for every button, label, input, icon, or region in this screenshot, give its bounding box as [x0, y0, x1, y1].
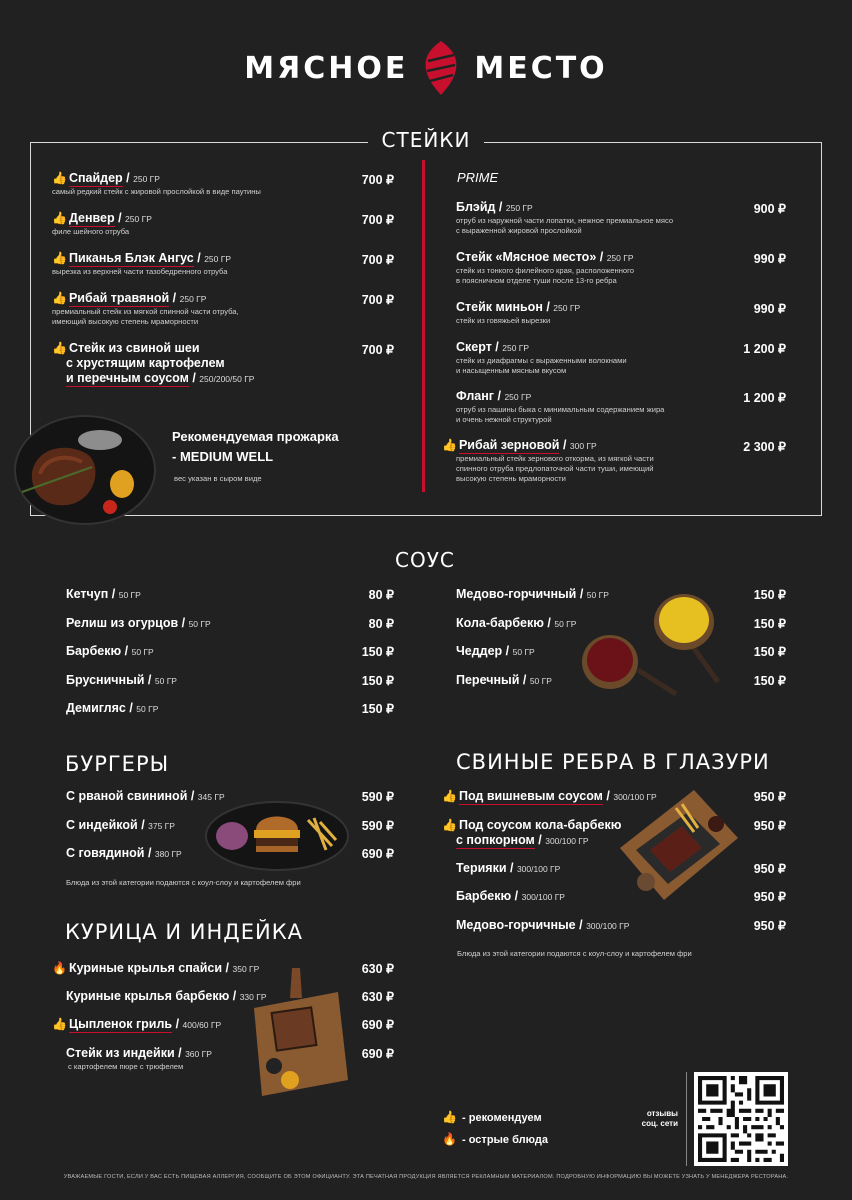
item-weight: 380 ГР — [154, 849, 182, 859]
item-desc: отруб из наружной части лопатки, нежное премиальное мясо — [456, 216, 674, 225]
sauce-item: Барбекю / 50 ГР 150 ₽ — [66, 644, 394, 659]
item-desc: вырезка из верхней части тазобедренного отруба — [52, 267, 228, 276]
item-desc: высокую степень мраморности — [456, 474, 566, 483]
item-desc: в поясничном отделе туши после 13-го ребра — [456, 276, 617, 285]
item-price: 2 300 ₽ — [743, 440, 786, 454]
chicken-board-image — [240, 962, 352, 1102]
item-price: 700 ₽ — [361, 213, 394, 227]
brand-logo — [0, 38, 852, 98]
sauce-item: Демигляс / 50 ГР 150 ₽ — [66, 701, 394, 716]
ribs-board-image — [616, 788, 740, 906]
thumbs-up-icon: 👍 — [52, 171, 67, 185]
item-name: С индейкой — [66, 818, 138, 832]
spicy-flame-icon: 🔥 — [52, 961, 67, 975]
item-desc: с выраженной жировой прослойкой — [456, 226, 582, 235]
sauces-title: СОУС — [395, 548, 455, 572]
item-name: Брусничный — [66, 673, 145, 687]
item-price: 700 ₽ — [361, 293, 394, 307]
item-weight: 50 ГР — [118, 590, 141, 600]
item-weight: 250 ГР — [505, 203, 533, 213]
item-weight: 50 ГР — [131, 647, 154, 657]
item-name: Куриные крылья барбекю — [66, 989, 230, 1003]
item-price: 700 ₽ — [361, 173, 394, 187]
item-weight: 50 ГР — [188, 619, 211, 629]
item-price: 630 ₽ — [361, 962, 394, 976]
item-weight: 360 ГР — [185, 1049, 212, 1059]
menu-item: 👍 Под вишневым соусом / 300/100 ГР 950 ₽ — [442, 789, 786, 804]
legend-recommend-label: - рекомендуем — [462, 1112, 542, 1124]
item-price: 950 ₽ — [753, 790, 786, 804]
item-price: 150 ₽ — [361, 645, 394, 659]
item-weight: 250 ГР — [179, 294, 207, 304]
item-weight: 250 ГР — [204, 254, 232, 264]
thumbs-up-icon: 👍 — [442, 438, 457, 452]
item-weight: 50 ГР — [586, 590, 609, 600]
qr-code-icon — [698, 1076, 784, 1162]
divider-line — [422, 160, 425, 492]
reviews-line1: отзывы — [646, 1109, 678, 1118]
item-name: Рибай зерновой — [458, 438, 560, 452]
menu-item: 👍 Денвер / 250 ГР филе шейного отруба 700 ₽ — [52, 211, 394, 236]
item-name: Скерт — [456, 340, 492, 354]
item-name: Стейк из свиной шеи — [68, 341, 200, 355]
menu-item: Стейк «Мясное место» / 250 ГР стейк из тонкого филейного края, расположенного в поясничном отделе туши после 13-го ребра 990 ₽ — [456, 250, 786, 285]
sauce-item: Кетчуп / 50 ГР 80 ₽ — [66, 587, 394, 602]
item-desc: отруб из пашины быка с минимальным содержанием жира — [456, 405, 665, 414]
item-weight: 250 ГР — [133, 174, 160, 184]
spicy-flame-icon: 🔥 — [442, 1132, 457, 1146]
item-weight: 50 ГР — [512, 647, 535, 657]
item-weight: 300/100 ГР — [613, 792, 657, 802]
item-price: 950 ₽ — [753, 819, 786, 833]
sauce-item: Медово-горчичный / 50 ГР 150 ₽ — [456, 587, 786, 602]
item-desc: и насыщенным мясным вкусом — [456, 366, 567, 375]
item-desc: филе шейного отруба — [52, 227, 130, 236]
disclaimer: УВАЖАЕМЫЕ ГОСТИ, ЕСЛИ У ВАС ЕСТЬ ПИЩЕВАЯ АЛЛЕРГИЯ, СООБЩИТЕ ОБ ЭТОМ ОФИЦИАНТУ. ЭТА ПЕЧАТНАЯ ПРОДУКЦИЯ ЯВЛЯЕТСЯ РЕКЛАМНЫМ МАТЕРИАЛОМ. ПОДРОБНУЮ ИНФОРМАЦИЮ ВЫ МОЖЕТЕ УЗНАТЬ У МЕНЕДЖЕРА РЕСТОРАНА. — [63, 1174, 789, 1180]
item-desc: и очень нежной структурой — [456, 415, 552, 424]
item-weight: 300/100 ГР — [516, 864, 561, 874]
item-weight: 50 ГР — [154, 676, 177, 686]
item-price: 590 ₽ — [361, 819, 394, 833]
item-name: С говядиной — [66, 846, 145, 860]
item-name: Стейк из индейки — [66, 1046, 175, 1060]
qr-code[interactable] — [694, 1072, 788, 1166]
menu-item: 👍 Под соусом кола-барбекю с попкорном / 300/100 ГР 950 ₽ — [442, 818, 786, 847]
sauce-item: Перечный / 50 ГР 150 ₽ — [456, 673, 786, 688]
item-weight: 350 ГР — [232, 964, 260, 974]
thumbs-up-icon: 👍 — [442, 1110, 457, 1124]
item-price: 80 ₽ — [368, 588, 394, 602]
item-name: Кетчуп — [66, 587, 109, 601]
item-price: 690 ₽ — [361, 1018, 394, 1032]
item-price: 80 ₽ — [368, 617, 394, 631]
item-weight: 300/100 ГР — [521, 892, 565, 902]
thumbs-up-icon: 👍 — [52, 291, 67, 305]
sauce-item: Релиш из огурцов / 50 ГР 80 ₽ — [66, 616, 394, 631]
item-name: с хрустящим картофелем — [66, 356, 225, 370]
reviews-divider — [686, 1072, 687, 1166]
item-price: 1 200 ₽ — [743, 391, 786, 405]
item-desc: имеющий высокую степень мраморности — [52, 317, 199, 326]
legend-spicy-label: - острые блюда — [462, 1134, 548, 1146]
item-name: Демигляс — [66, 701, 126, 715]
menu-item: С индейкой / 375 ГР 590 ₽ — [66, 818, 394, 833]
item-desc: стейк из диафрагмы с выраженными волокнами — [456, 356, 627, 365]
doneness-note — [172, 427, 339, 467]
item-price: 1 200 ₽ — [743, 342, 786, 356]
item-name: С рваной свининой — [66, 789, 188, 803]
item-desc: стейк из тонкого филейного края, расположенного — [456, 266, 634, 275]
item-weight: 250 ГР — [553, 303, 581, 313]
sauce-pans-image — [578, 590, 728, 700]
item-price: 950 ₽ — [753, 890, 786, 904]
menu-item: 👍 Пиканья Блэк Ангус / 250 ГР вырезка из верхней части тазобедренного отруба 700 ₽ — [52, 251, 394, 276]
flame-logo-icon — [424, 41, 458, 95]
thumbs-up-icon: 👍 — [442, 789, 457, 803]
item-weight: 300/100 ГР — [545, 836, 589, 846]
item-name: с попкорном — [456, 833, 535, 847]
item-weight: 250 ГР — [606, 253, 634, 263]
item-desc: спинного отруба предлопаточной части туши, имеющий — [456, 464, 654, 473]
item-desc: стейк из говяжьей вырезки — [456, 316, 551, 325]
item-weight: 375 ГР — [148, 821, 175, 831]
menu-item: 🔥 Куриные крылья спайси / 350 ГР 630 ₽ — [52, 961, 394, 976]
item-price: 950 ₽ — [753, 862, 786, 876]
item-price: 150 ₽ — [753, 645, 786, 659]
burgers-note: Блюда из этой категории подаются с коул-слоу и картофелем фри — [66, 878, 301, 887]
item-name: Медово-горчичный — [456, 587, 577, 601]
item-name: Терияки — [456, 861, 507, 875]
item-price: 950 ₽ — [753, 919, 786, 933]
burger-plate-image — [204, 800, 350, 872]
item-weight: 250 ГР — [125, 214, 152, 224]
item-name: Под вишневым соусом — [458, 789, 603, 803]
thumbs-up-icon: 👍 — [52, 211, 67, 225]
menu-item: Барбекю / 300/100 ГР 950 ₽ — [456, 889, 786, 904]
item-name: Стейк миньон — [456, 300, 543, 314]
menu-item: 👍 Рибай зерновой / 300 ГР премиальный стейк зернового откорма, из мягкой части спинного отруба предлопаточной части туши, имеющий высокую степень мраморности 2 300 ₽ — [442, 438, 786, 483]
ribs-title: СВИНЫЕ РЕБРА В ГЛАЗУРИ — [456, 750, 770, 774]
menu-item: Стейк миньон / 250 ГР стейк из говяжьей вырезки 990 ₽ — [456, 300, 786, 325]
sauce-item: Кола-барбекю / 50 ГР 150 ₽ — [456, 616, 786, 631]
legend-spicy — [442, 1132, 548, 1146]
item-name: Под соусом кола-барбекю — [458, 818, 622, 832]
menu-item: Медово-горчичные / 300/100 ГР 950 ₽ — [456, 918, 786, 933]
item-price: 150 ₽ — [361, 674, 394, 688]
item-name: Стейк «Мясное место» — [456, 250, 597, 264]
item-name: Блэйд — [456, 200, 496, 214]
menu-item: Скерт / 250 ГР стейк из диафрагмы с выраженными волокнами и насыщенным мясным вкусом 1 200 ₽ — [456, 340, 786, 375]
item-price: 150 ₽ — [753, 674, 786, 688]
item-desc: самый редкий стейк с жировой прослойкой в виде паутины — [52, 187, 261, 196]
thumbs-up-icon: 👍 — [442, 818, 457, 832]
item-weight: 250 ГР — [504, 392, 532, 402]
menu-item: Фланг / 250 ГР отруб из пашины быка с минимальным содержанием жира и очень нежной структурой 1 200 ₽ — [456, 389, 786, 424]
item-name: Перечный — [456, 673, 520, 687]
item-price: 990 ₽ — [753, 252, 786, 266]
item-name: Спайдер — [68, 171, 123, 185]
legend-recommend — [442, 1110, 542, 1124]
doneness-line2: - MEDIUM WELL — [172, 449, 274, 464]
thumbs-up-icon: 👍 — [52, 1017, 67, 1031]
menu-item: Терияки / 300/100 ГР 950 ₽ — [456, 861, 786, 876]
thumbs-up-icon: 👍 — [52, 251, 67, 265]
item-price: 690 ₽ — [361, 1047, 394, 1061]
item-name: Барбекю — [66, 644, 122, 658]
item-name: Релиш из огурцов — [66, 616, 179, 630]
menu-item: 👍 Цыпленок гриль / 400/60 ГР 690 ₽ — [52, 1017, 394, 1032]
item-desc: с картофелем пюре с трюфелем — [68, 1062, 184, 1071]
menu-item: Стейк из индейки / 360 ГР с картофелем пюре с трюфелем 690 ₽ — [66, 1046, 394, 1071]
ribs-note: Блюда из этой категории подаются с коул-слоу и картофелем фри — [457, 949, 692, 958]
brand-right: МЕСТО — [474, 50, 608, 86]
item-price: 900 ₽ — [753, 202, 786, 216]
item-price: 630 ₽ — [361, 990, 394, 1004]
item-desc: премиальный стейк зернового откорма, из мягкой части — [456, 454, 654, 463]
brand-left: МЯСНОЕ — [244, 50, 409, 86]
menu-item: 👍 Стейк из свиной шеи с хрустящим картофелем и перечным соусом / 250/200/50 ГР 700 ₽ — [52, 341, 394, 385]
menu-item: 👍 Рибай травяной / 250 ГР премиальный стейк из мягкой спинной части отруба, имеющий высокую степень мраморности 700 ₽ — [52, 291, 394, 326]
prime-label: PRIME — [457, 170, 499, 185]
item-name: Чеддер — [456, 644, 503, 658]
item-weight: 300 ГР — [569, 441, 597, 451]
item-weight: 50 ГР — [136, 704, 159, 714]
item-weight: 250 ГР — [502, 343, 530, 353]
item-weight: 50 ГР — [529, 676, 552, 686]
steak-plate-image — [12, 412, 158, 526]
item-weight: 300/100 ГР — [586, 921, 630, 931]
item-name: Рибай травяной — [68, 291, 170, 305]
item-name: Фланг — [456, 389, 495, 403]
item-name: Кола-барбекю — [456, 616, 544, 630]
weight-note: вес указан в сыром виде — [174, 474, 262, 483]
item-price: 990 ₽ — [753, 302, 786, 316]
item-price: 700 ₽ — [361, 253, 394, 267]
menu-item: Блэйд / 250 ГР отруб из наружной части лопатки, нежное премиальное мясо с выраженной жировой прослойкой 900 ₽ — [456, 200, 786, 235]
menu-item: С говядиной / 380 ГР 690 ₽ — [66, 846, 394, 861]
steaks-title: СТЕЙКИ — [381, 128, 471, 152]
steaks-title-wrap — [368, 128, 484, 156]
item-weight: 345 ГР — [197, 792, 225, 802]
item-name: Медово-горчичные — [456, 918, 576, 932]
burgers-title: БУРГЕРЫ — [65, 752, 170, 776]
item-price: 690 ₽ — [361, 847, 394, 861]
sauce-item: Брусничный / 50 ГР 150 ₽ — [66, 673, 394, 688]
item-name: и перечным соусом — [66, 371, 189, 385]
doneness-line1: Рекомендуемая прожарка — [172, 429, 339, 444]
item-desc: премиальный стейк из мягкой спинной части отруба, — [52, 307, 239, 316]
item-weight: 330 ГР — [239, 992, 267, 1002]
menu-item: 👍 Спайдер / 250 ГР самый редкий стейк с жировой прослойкой в виде паутины 700 ₽ — [52, 171, 394, 196]
reviews-line2: соц. сети — [641, 1119, 678, 1128]
item-price: 150 ₽ — [753, 617, 786, 631]
item-name: Денвер — [68, 211, 115, 225]
item-weight: 50 ГР — [554, 619, 577, 629]
item-name: Барбекю — [456, 889, 512, 903]
chicken-title: КУРИЦА И ИНДЕЙКА — [65, 920, 303, 944]
item-weight: 250/200/50 ГР — [199, 374, 255, 384]
reviews-label — [620, 1109, 678, 1129]
item-price: 150 ₽ — [753, 588, 786, 602]
sauce-item: Чеддер / 50 ГР 150 ₽ — [456, 644, 786, 659]
item-price: 150 ₽ — [361, 702, 394, 716]
item-name: Куриные крылья спайси — [68, 961, 223, 975]
item-name: Цыпленок гриль — [68, 1017, 173, 1031]
thumbs-up-icon: 👍 — [52, 341, 67, 355]
item-price: 700 ₽ — [361, 343, 394, 357]
menu-item: С рваной свининой / 345 ГР 590 ₽ — [66, 789, 394, 804]
menu-item: Куриные крылья барбекю / 330 ГР 630 ₽ — [66, 989, 394, 1004]
item-price: 590 ₽ — [361, 790, 394, 804]
item-weight: 400/60 ГР — [182, 1020, 222, 1030]
item-name: Пиканья Блэк Ангус — [68, 251, 194, 265]
